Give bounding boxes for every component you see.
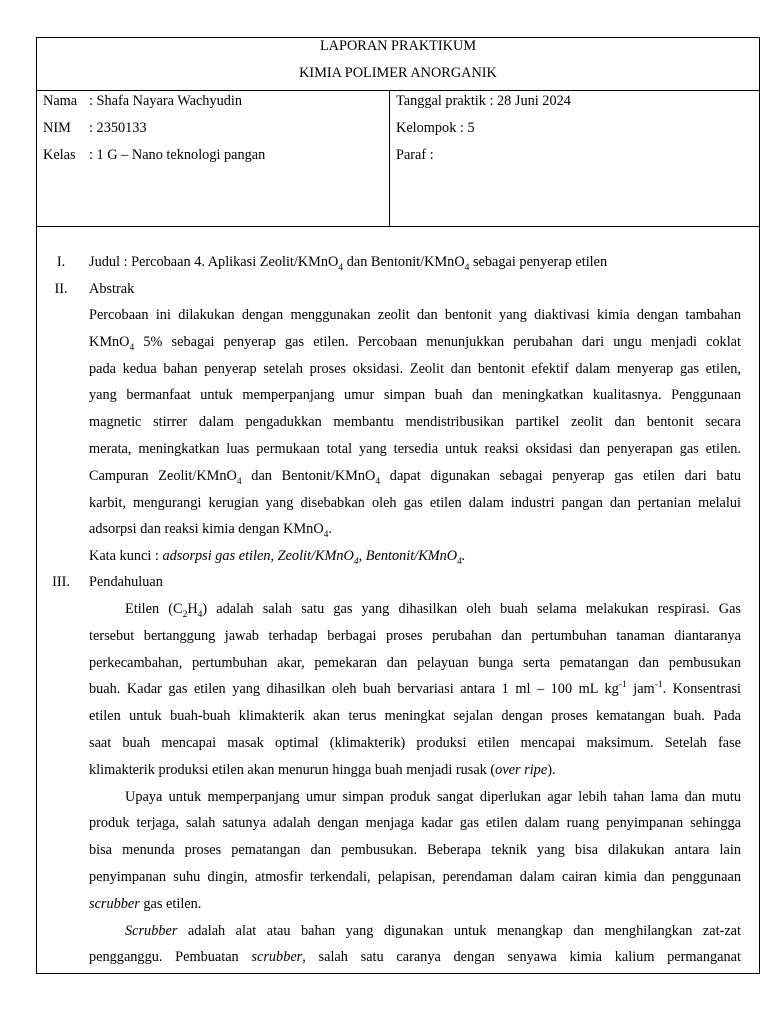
report-frame bbox=[36, 37, 760, 974]
report-subtitle: KIMIA POLIMER ANORGANIK bbox=[299, 65, 497, 81]
divider-info-column bbox=[389, 90, 390, 226]
paraf: Paraf : bbox=[396, 147, 434, 163]
keywords: Kata kunci : adsorpsi gas etilen, Zeolit/KMnO$_4$, Bentonit/KMnO$_4$. bbox=[89, 548, 466, 568]
kelas-row bbox=[43, 147, 265, 164]
tanggal-praktik: Tanggal praktik : 28 Juni 2024 bbox=[396, 93, 571, 109]
nama-value: : Shafa Nayara Wachyudin bbox=[89, 93, 243, 109]
section-judul: Judul : Percobaan 4. Aplikasi Zeolit/KMnO$_4$ dan Bentonit/KMnO$_4$ sebagai penyerap etilen bbox=[89, 254, 608, 273]
nim-row bbox=[43, 120, 147, 137]
nama-label: Nama bbox=[43, 93, 78, 109]
nim-label: NIM bbox=[43, 120, 71, 136]
kelompok: Kelompok : 5 bbox=[396, 120, 475, 136]
kelas-value: : 1 G – Nano teknologi pangan bbox=[89, 147, 266, 163]
kelas-label: Kelas bbox=[43, 147, 76, 163]
nim-value: : 2350133 bbox=[89, 120, 147, 136]
abstract-paragraph: Percobaan ini dilakukan dengan menggunakan zeolit dan bentonit yang diaktivasi kimia dengan tambahan KMnO$_4$ 5% sebagai penyerap gas etilen. Percobaan menunjukkan perubahan dari ungu menjadi coklat pada kedua bahan penyerap setelah proses oksidasi. Zeolit dan bentonit efektif dalam menyerap gas etilen, yang bermanfaat untuk memperpanjang umur simpan buah dan meningkatkan kualitasnya. Penggunaan magnetic stirrer dalam pengadukkan membantu mendistribusikan partikel zeolit dan bentonit secara merata, meningkatkan luas permukaan total yang tersedia untuk reaksi oksidasi dan penyerapan gas etilen. Campuran Zeolit/KMnO$_4$ dan Bentonit/KMnO$_4$ dapat digunakan sebagai penyerap gas etilen dari batu karbit, mengurangi kerugian yang disebabkan oleh gas etilen dalam industri pangan dan pertanian melalui adsorpsi dan reaksi kimia dengan KMnO$_4$. Kata kunci : adsorpsi gas etilen, Zeolit/KMnO$_4$, Bentonit/KMnO$_4$. bbox=[89, 302, 741, 570]
divider-header bbox=[37, 90, 759, 91]
introduction-paragraphs: Etilen $(C_2H_4)$ adalah salah satu gas yang dihasilkan oleh buah selama melakukan respirasi. Gas tersebut bertanggung jawab terhadap berbagai proses perubahan dan pertumbuhan tanaman diantaranya perkecambahan, pertumbuhan akar, pemekaran dan pelayuan bunga serta pematangan dan pembusukan buah. Kadar gas etilen yang dihasilkan oleh buah bervariasi antara 1 ml – 100 mL $kg^{-1}$ jam$^{-1}$. Konsentrasi etilen untuk buah-buah klimakterik akan terus meningkat sejalan dengan proses kematangan buah. Pada saat buah mencapai masak optimal (klimakterik) produksi etilen mencapai maksimum. Setelah fase klimakterik produksi etilen akan menurun hingga buah menjadi rusak (over ripe). Upaya untuk memperpanjang umur simpan produk sangat diperlukan agar lebih tahan lama dan mutu produk terjaga, salah satunya adalah dengan menjaga kadar gas etilen dalam ruang penyimpanan sehingga bisa menunda proses pematangan dan pembusukan. Beberapa teknik yang bisa dilakukan antara lain penyimpanan suhu dingin, atmosfir terkendali, pelapisan, perendaman dalam cairan kimia dan penggunaan scrubber gas etilen. Scrubber adalah alat atau bahan yang digunakan untuk menangkap dan menghilangkan zat-zat pengganggu. Pembuatan scrubber, salah satu caranya dengan senyawa kimia kalium permanganat bbox=[89, 601, 742, 966]
divider-info bbox=[37, 226, 759, 227]
section-numeral-2: II. bbox=[54, 281, 68, 297]
section-heading-pendahuluan: Pendahuluan bbox=[89, 574, 163, 590]
report-title: LAPORAN PRAKTIKUM bbox=[319, 38, 477, 54]
section-heading-abstrak: Abstrak bbox=[89, 281, 135, 297]
section-numeral-3: III. bbox=[52, 574, 70, 590]
nama-row bbox=[43, 93, 242, 110]
section-numeral-1: I. bbox=[56, 254, 66, 270]
